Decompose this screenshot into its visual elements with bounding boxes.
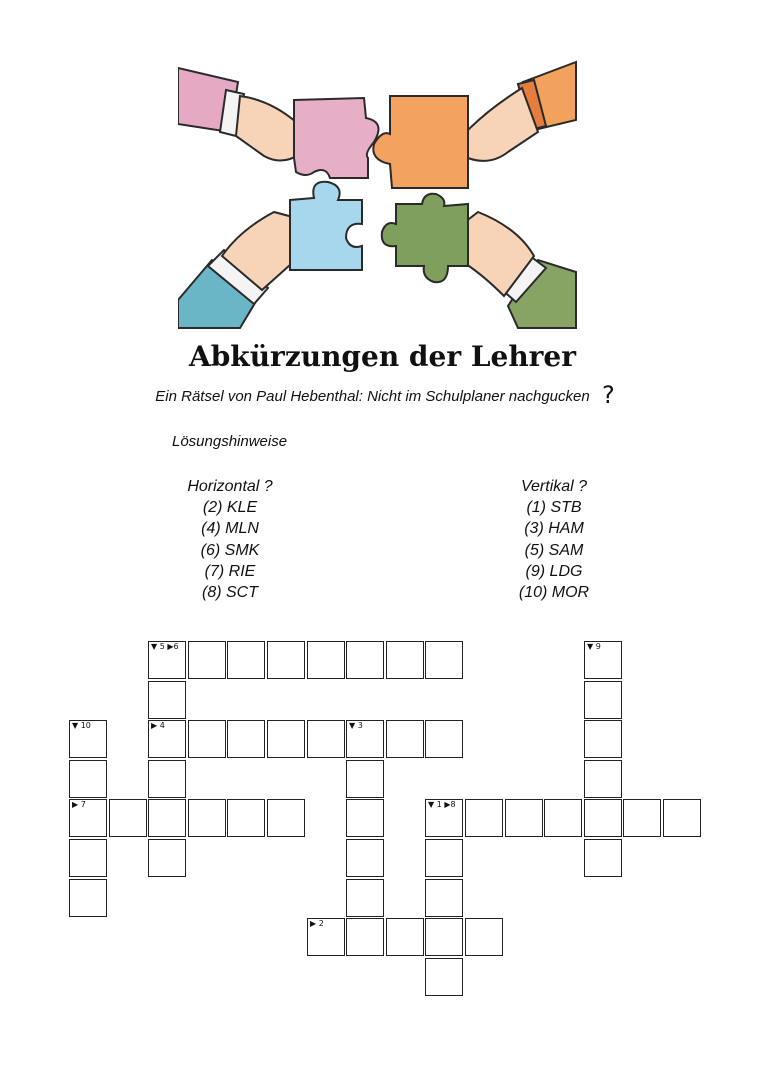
horizontal-clue: (4) MLN bbox=[201, 520, 259, 538]
vertical-clue: (5) SAM bbox=[524, 541, 584, 559]
clue-number: ▼ 5 ▶6 bbox=[151, 642, 179, 651]
vertical-clue: (3) HAM bbox=[524, 520, 584, 538]
grid-cell[interactable] bbox=[109, 799, 147, 837]
grid-cell[interactable] bbox=[267, 799, 305, 837]
grid-cell[interactable] bbox=[346, 839, 384, 877]
grid-cell[interactable] bbox=[307, 918, 345, 956]
clue-number: ▼ 1 ▶8 bbox=[428, 800, 456, 809]
grid-cell[interactable] bbox=[188, 641, 226, 679]
clue-number: ▶ 4 bbox=[151, 721, 165, 730]
grid-cell[interactable] bbox=[425, 879, 463, 917]
grid-cell[interactable] bbox=[584, 839, 622, 877]
grid-cell[interactable] bbox=[346, 760, 384, 798]
grid-cell[interactable] bbox=[307, 720, 345, 758]
grid-cell[interactable] bbox=[227, 799, 265, 837]
grid-cell[interactable] bbox=[584, 641, 622, 679]
grid-cell[interactable] bbox=[346, 879, 384, 917]
grid-cell[interactable] bbox=[465, 918, 503, 956]
horizontal-clue: (8) SCT bbox=[202, 584, 258, 602]
grid-cell[interactable] bbox=[584, 799, 622, 837]
grid-cell[interactable] bbox=[69, 720, 107, 758]
clue-number: ▼ 10 bbox=[72, 721, 91, 730]
grid-cell[interactable] bbox=[425, 918, 463, 956]
clue-number: ▼ 9 bbox=[587, 642, 601, 651]
grid-cell[interactable] bbox=[148, 760, 186, 798]
grid-cell[interactable] bbox=[69, 760, 107, 798]
grid-cell[interactable] bbox=[148, 681, 186, 719]
vertical-heading: Vertikal ? bbox=[520, 478, 588, 495]
grid-cell[interactable] bbox=[544, 799, 582, 837]
grid-cell[interactable] bbox=[346, 641, 384, 679]
grid-cell[interactable] bbox=[188, 799, 226, 837]
grid-cell[interactable] bbox=[584, 720, 622, 758]
grid-cell[interactable] bbox=[425, 839, 463, 877]
vertical-clue: (9) LDG bbox=[525, 562, 583, 580]
grid-cell[interactable] bbox=[148, 839, 186, 877]
subtitle: Ein Rätsel von Paul Hebenthal: Nicht im Schulplaner nachgucken bbox=[155, 388, 590, 405]
grid-cell[interactable] bbox=[425, 958, 463, 996]
clue-number: ▶ 2 bbox=[310, 919, 324, 928]
grid-cell[interactable] bbox=[148, 799, 186, 837]
grid-cell[interactable] bbox=[346, 720, 384, 758]
grid-cell[interactable] bbox=[267, 720, 305, 758]
grid-cell[interactable] bbox=[425, 720, 463, 758]
grid-cell[interactable] bbox=[188, 720, 226, 758]
grid-cell[interactable] bbox=[425, 799, 463, 837]
grid-cell[interactable] bbox=[267, 641, 305, 679]
grid-cell[interactable] bbox=[465, 799, 503, 837]
grid-cell[interactable] bbox=[307, 641, 345, 679]
grid-cell[interactable] bbox=[584, 681, 622, 719]
grid-cell[interactable] bbox=[69, 879, 107, 917]
grid-cell[interactable] bbox=[148, 641, 186, 679]
grid-cell[interactable] bbox=[425, 641, 463, 679]
vertical-clue: (10) MOR bbox=[518, 584, 590, 602]
horizontal-clue: (6) SMK bbox=[200, 541, 260, 559]
grid-cell[interactable] bbox=[69, 799, 107, 837]
page-title: Abkürzungen der Lehrer bbox=[189, 340, 576, 373]
grid-cell[interactable] bbox=[148, 720, 186, 758]
grid-cell[interactable] bbox=[505, 799, 543, 837]
grid-cell[interactable] bbox=[386, 720, 424, 758]
grid-cell[interactable] bbox=[623, 799, 661, 837]
grid-cell[interactable] bbox=[227, 641, 265, 679]
grid-cell[interactable] bbox=[227, 720, 265, 758]
grid-cell[interactable] bbox=[386, 918, 424, 956]
grid-cell[interactable] bbox=[386, 641, 424, 679]
horizontal-clue: (2) KLE bbox=[202, 499, 258, 517]
hints-title: Lösungshinweise bbox=[172, 433, 288, 450]
grid-cell[interactable] bbox=[69, 839, 107, 877]
grid-cell[interactable] bbox=[346, 918, 384, 956]
clue-number: ▶ 7 bbox=[72, 800, 86, 809]
vertical-clue: (1) STB bbox=[526, 499, 582, 517]
grid-cell[interactable] bbox=[584, 760, 622, 798]
horizontal-clue: (7) RIE bbox=[204, 562, 256, 580]
horizontal-heading: Horizontal ? bbox=[187, 478, 273, 495]
question-mark: ? bbox=[602, 381, 615, 409]
clue-number: ▼ 3 bbox=[349, 721, 363, 730]
grid-cell[interactable] bbox=[346, 799, 384, 837]
grid-cell[interactable] bbox=[663, 799, 701, 837]
